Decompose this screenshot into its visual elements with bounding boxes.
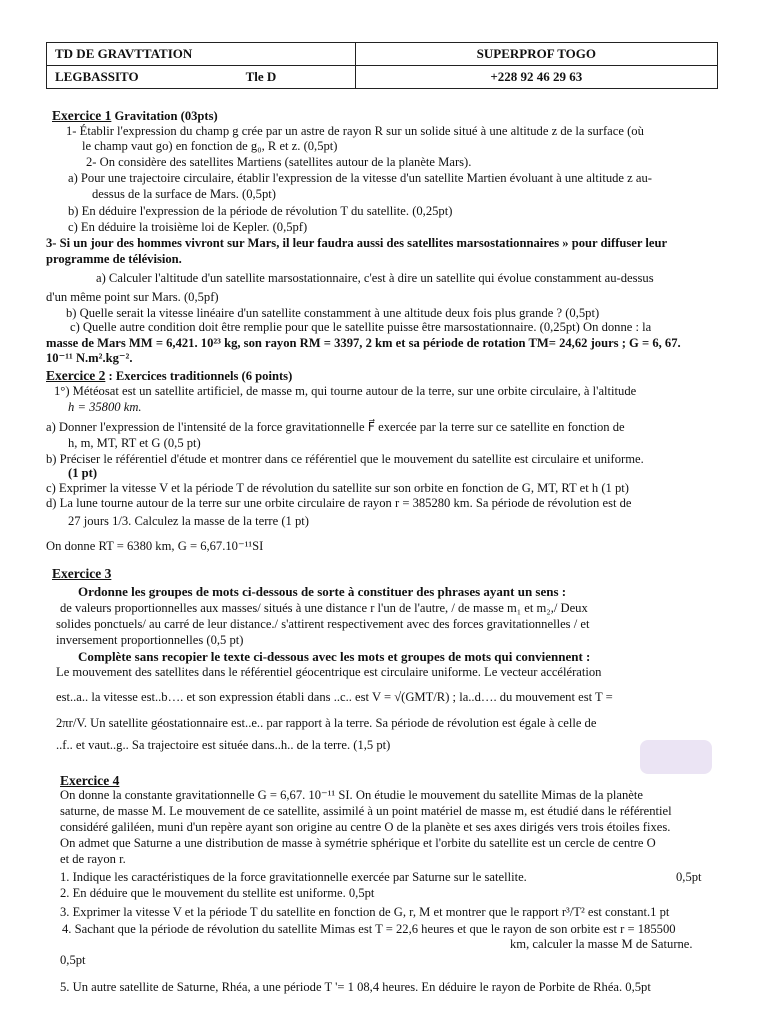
ex4-question-4-continued: km, calculer la masse M de Saturne. — [510, 937, 693, 951]
ex1-line-4: a) Pour une trajectoire circulaire, établir l'expression de la vitesse d'un satellite Martien évoluant à une altitude z au- — [68, 171, 652, 185]
ex4-line-4: On admet que Saturne a une distribution de masse à symétrie sphérique et l'orbite du satellite est un cercle de centre O — [60, 836, 656, 850]
exercise-3-title: Exercice 3 — [52, 566, 112, 581]
ex3-line-3: solides ponctuels/ au carré de leur distance./ s'attirent respectivement avec des forces gravitationnelles / et — [56, 617, 590, 631]
author-class-cell — [47, 66, 356, 89]
class-level: Tle D — [245, 69, 277, 84]
ex4-question-4: 4. Sachant que la période de révolution du satellite Mimas est T = 22,6 heures et que le rayon de son orbite est r = 185500 — [62, 922, 676, 936]
ex4-line-1: On donne la constante gravitationnelle G = 6,67. 10⁻¹¹ SI. On étudie le mouvement du satellite Mimas de la planète — [60, 788, 643, 802]
ex1-line-8: 3- Si un jour des hommes vivront sur Mars, il leur faudra aussi des satellites marsostationnaires » pour diffuser leur — [46, 236, 668, 250]
author-name: LEGBASSITO — [55, 69, 139, 84]
ex1-line-15: 10⁻¹¹ N.m².kg⁻². — [46, 351, 133, 365]
ex1-line-1: 1- Établir l'expression du champ g crée par un astre de rayon R sur un solide situé à une altitude z de la surface (où — [66, 124, 644, 138]
ex2-line-5: b) Préciser le référentiel d'étude et montrer dans ce référentiel que le mouvement du satellite est circulaire et uniforme. — [46, 452, 644, 466]
ex4-question-2: 2. En déduire que le mouvement du stellite est uniforme. 0,5pt — [60, 886, 375, 900]
ex3-line-6: Le mouvement des satellites dans le référentiel géocentrique est circulaire uniforme. Le vecteur accélération — [56, 665, 602, 679]
phone-number: +228 92 46 29 63 — [355, 66, 717, 89]
header-table — [46, 42, 718, 89]
exercise-1-title: Exercice 1 — [52, 108, 112, 123]
ex2-line-2: h = 35800 km. — [68, 400, 142, 414]
ex1-line-7: c) En déduire la troisième loi de Kepler. (0,5pf) — [68, 220, 308, 234]
ex3-line-1: Ordonne les groupes de mots ci-dessous de sorte à constituer des phrases ayant un sens : — [78, 584, 567, 599]
exercise-4-title: Exercice 4 — [60, 773, 120, 788]
ex4-question-4-points: 0,5pt — [60, 953, 86, 967]
ex1-line-13: c) Quelle autre condition doit être remplie pour que le satellite puisse être marsostationnaire. (0,25pt) On donne : la — [70, 320, 652, 334]
ex4-line-2: saturne, de masse M. Le mouvement de ce satellite, assimilé à un point matériel de masse m, est étudié dans le référentiel — [60, 804, 672, 818]
ex2-line-9: 27 jours 1/3. Calculez la masse de la terre (1 pt) — [68, 514, 309, 528]
header-row-2 — [47, 66, 718, 89]
ex1-line-2: le champ vaut go) en fonction de g₀, R et z. (0,5pt) — [82, 139, 338, 153]
ex2-line-7: c) Exprimer la vitesse V et la période T de révolution du satellite sur son orbite en fonction de G, MT, RT et h (1 pt) — [46, 481, 629, 495]
exercise-4-heading — [60, 773, 119, 789]
exercise-3-heading — [52, 566, 111, 582]
ex4-question-1-points: 0,5pt — [676, 870, 702, 884]
ex2-line-8: d) La lune tourne autour de la terre sur une orbite circulaire de rayon r = 385280 km. Sa période de révolution est de — [46, 496, 632, 510]
ex2-line-3: a) Donner l'expression de l'intensité de la force gravitationnelle F⃗ exercée par la terre sur ce satellite en fonction de — [46, 420, 625, 434]
ex4-question-1: 1. Indique les caractéristiques de la force gravitationnelle exercée par Saturne sur le satellite. — [60, 870, 527, 884]
ex2-line-10: On donne RT = 6380 km, G = 6,67.10⁻¹¹SI — [46, 539, 264, 553]
ex1-line-11: d'un même point sur Mars. (0,5pf) — [46, 290, 219, 304]
ex2-line-6: (1 pt) — [68, 466, 98, 480]
ex1-line-12: b) Quelle serait la vitesse linéaire d'un satellite constamment à une altitude deux fois plus grande ? (0,5pt) — [66, 306, 600, 320]
ex1-line-9: programme de télévision. — [46, 252, 182, 266]
ex4-question-3: 3. Exprimer la vitesse V et la période T du satellite en fonction de G, r, M et montrer que le rapport r³/T² est constant.1 pt — [60, 905, 670, 919]
ex4-line-3: considéré galiléen, muni d'un repère ayant son origine au centre O de la planète et ses axes dirigés vers trois étoiles fixes. — [60, 820, 671, 834]
exercise-1-subtitle: Gravitation (03pts) — [114, 109, 218, 123]
ex1-line-10: a) Calculer l'altitude d'un satellite marsostationnaire, c'est à dire un satellite qui évolue constamment au-dessus — [96, 271, 654, 285]
ex3-line-2: de valeurs proportionnelles aux masses/ situés à une distance r l'un de l'autre, / de masse m₁ et m₂,/ Deux — [60, 601, 588, 615]
ex1-line-6: b) En déduire l'expression de la période de révolution T du satellite. (0,25pt) — [68, 204, 453, 218]
ex1-line-14: masse de Mars MM = 6,421. 10²³ kg, son rayon RM = 3397, 2 km et sa période de rotation TM= 24,62 jours ; G = 6, 67. — [46, 336, 681, 350]
ex2-line-1: 1°) Météosat est un satellite artificiel, de masse m, qui tourne autour de la terre, sur une orbite circulaire, à l'altitude — [54, 384, 637, 398]
ex3-line-9: ..f.. et vaut..g.. Sa trajectoire est située dans..h.. de la terre. (1,5 pt) — [56, 738, 391, 752]
exercise-2-heading — [46, 368, 292, 384]
ex1-line-5: dessus de la surface de Mars. (0,5pt) — [92, 187, 276, 201]
exercise-1-heading — [52, 108, 218, 124]
ex3-line-8: 2πr/V. Un satellite géostationnaire est..e.. par rapport à la terre. Sa période de révolution est égale à celle de — [56, 716, 597, 730]
exercise-2-subtitle: : Exercices traditionnels (6 points) — [108, 369, 293, 383]
exercise-2-title: Exercice 2 — [46, 368, 106, 383]
ex3-line-7: est..a.. la vitesse est..b…. et son expression établi dans ..c.. est V = √(GMT/R) ; la..d…. du mouvement est T = — [56, 690, 613, 704]
ex3-line-4: inversement proportionnelles (0,5 pt) — [56, 633, 244, 647]
ex4-line-5: et de rayon r. — [60, 852, 126, 866]
ex4-question-5: 5. Un autre satellite de Saturne, Rhéa, a une période T '= 1 08,4 heures. En déduire le rayon de Porbite de Rhéa. 0,5pt — [60, 980, 651, 994]
publisher-name: SUPERPROF TOGO — [355, 43, 717, 66]
ex3-line-5: Complète sans recopier le texte ci-dessous avec les mots et groupes de mots qui conviennent : — [78, 649, 591, 664]
worksheet-title: TD DE GRAVTTATION — [47, 43, 356, 66]
ex2-line-4: h, m, MT, RT et G (0,5 pt) — [68, 436, 201, 450]
ex1-line-3: 2- On considère des satellites Martiens (satellites autour de la planète Mars). — [86, 155, 472, 169]
header-row-1 — [47, 43, 718, 66]
purple-smudge — [640, 740, 712, 774]
